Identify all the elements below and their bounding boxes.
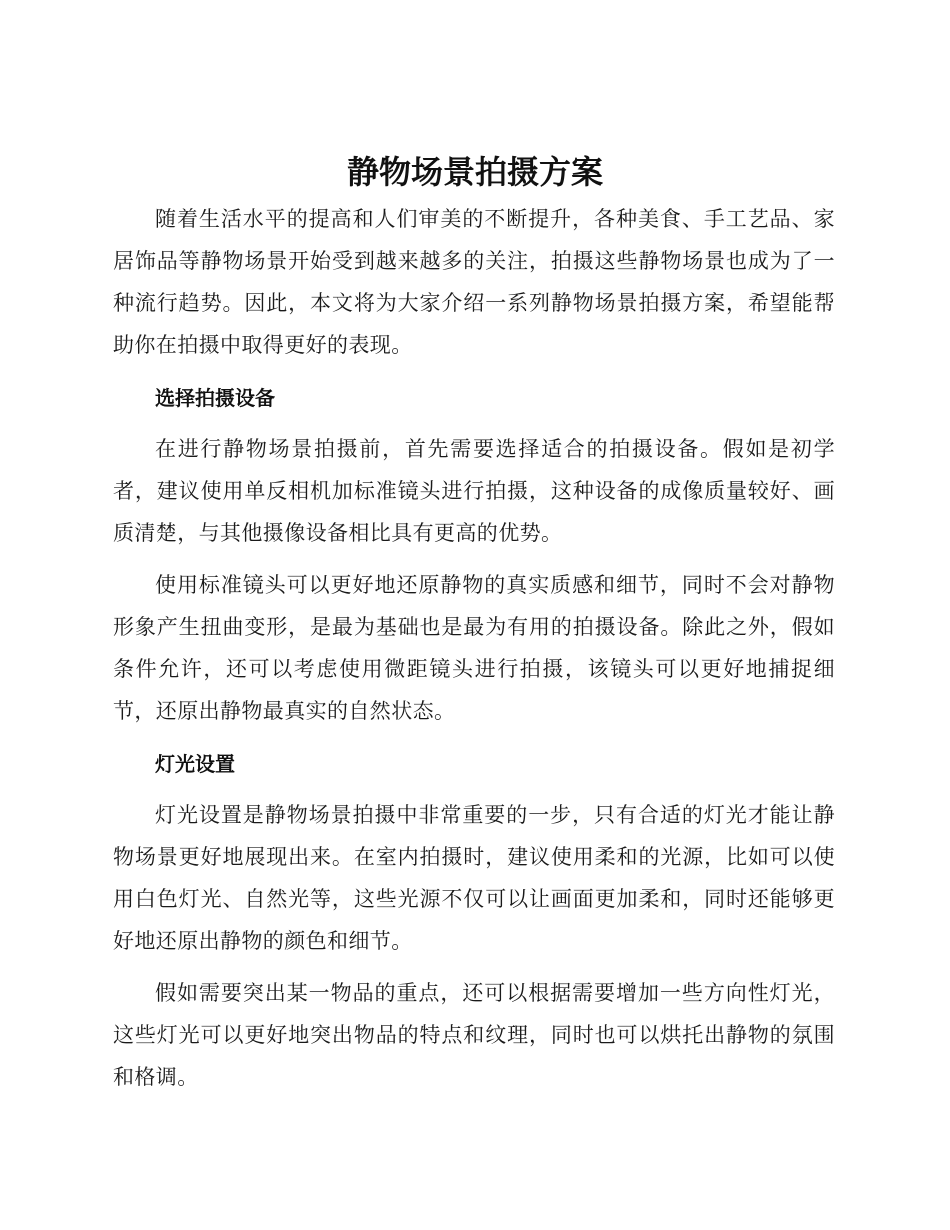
section-heading-lighting: 灯光设置 [155,752,235,776]
equipment-paragraph-2: 使用标准镜头可以更好地还原静物的真实质感和细节，同时不会对静物形象产生扭曲变形，是最为基础也是最为有用的拍摄设备。除此之外，假如条件允许，还可以考虑使用微距镜头进行拍摄，该镜头可以更好地捕捉细节，还原出静物最真实的自然状态。 [113,573,835,723]
document-title: 静物场景拍摄方案 [346,153,603,191]
lighting-paragraph-1: 灯光设置是静物场景拍摄中非常重要的一步，只有合适的灯光才能让静物场景更好地展现出来。在室内拍摄时，建议使用柔和的光源，比如可以使用白色灯光、自然光等，这些光源不仅可以让画面更加柔和，同时还能够更好地还原出静物的颜色和细节。 [113,803,835,953]
intro-paragraph: 随着生活水平的提高和人们审美的不断提升，各种美食、手工艺品、家居饰品等静物场景开始受到越来越多的关注，拍摄这些静物场景也成为了一种流行趋势。因此，本文将为大家介绍一系列静物场景拍摄方案，希望能帮助你在拍摄中取得更好的表现。 [113,207,835,357]
equipment-paragraph-1: 在进行静物场景拍摄前，首先需要选择适合的拍摄设备。假如是初学者，建议使用单反相机加标准镜头进行拍摄，这种设备的成像质量较好、画质清楚，与其他摄像设备相比具有更高的优势。 [113,437,835,545]
lighting-paragraph-2: 假如需要突出某一物品的重点，还可以根据需要增加一些方向性灯光，这些灯光可以更好地突出物品的特点和纹理，同时也可以烘托出静物的氛围和格调。 [113,981,835,1089]
document-body [113,198,835,1108]
section-heading-equipment: 选择拍摄设备 [155,386,275,410]
